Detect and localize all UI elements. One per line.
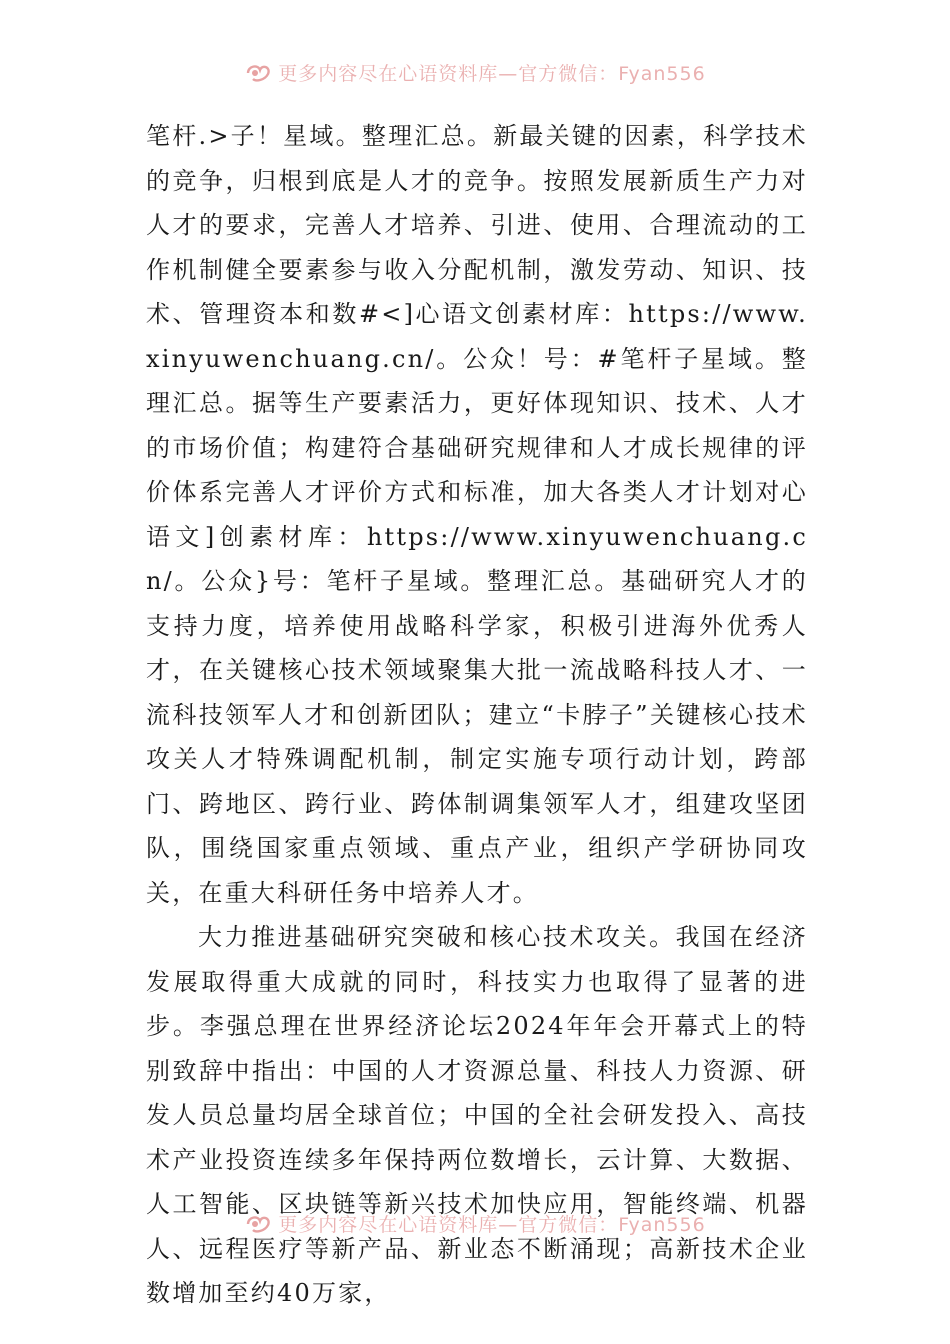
paragraph: 大力推进基础研究突破和核心技术攻关。我国在经济发展取得重大成就的同时，科技实力也取得了显著的进步。李强总理在世界经济论坛2024年年会开幕式上的特别致辞中指出：中国的人才资源总量、科技人力资源、研发人员总量均居全球首位；中国的全社会研发投入、高技术产业投资连续多年保持两位数增长，云计算、大数据、人工智能、区块链等新兴技术加快应用，智能终端、机器人、远程医疗等新产品、新业态不断涌现；高新技术企业数增加至约40万家， bbox=[146, 923, 808, 1307]
logo-icon bbox=[244, 61, 272, 83]
logo-icon bbox=[244, 1212, 272, 1234]
watermark-text: 更多内容尽在心语资料库—官方微信：Fyan556 bbox=[278, 62, 706, 85]
footer-watermark bbox=[0, 1208, 950, 1238]
paragraph: 笔杆.>子！星域。整理汇总。新最关键的因素，科学技术的竞争，归根到底是人才的竞争。按照发展新质生产力对人才的要求，完善人才培养、引进、使用、合理流动的工作机制健全要素参与收入分配机制，激发劳动、知识、技术、管理资本和数#<]心语文创素材库：https://www.xinyuwenchuang.cn/。公众！号：#笔杆子星域。整理汇总。据等生产要素活力，更好体现知识、技术、人才的市场价值；构建符合基础研究规律和人才成长规律的评价体系完善人才评价方式和标准，加大各类人才计划对心语文]创素材库：https://www.xinyuwenchuang.cn/。公众}号：笔杆子星域。整理汇总。基础研究人才的支持力度，培养使用战略科学家，积极引进海外优秀人才，在关键核心技术领域聚集大批一流战略科技人才、一流科技领军人才和创新团队；建立“卡脖子”关键核心技术攻关人才特殊调配机制，制定实施专项行动计划，跨部门、跨地区、跨行业、跨体制调集领军人才，组建攻坚团队，围绕国家重点领域、重点产业，组织产学研协同攻关，在重大科研任务中培养人才。 bbox=[146, 122, 808, 907]
document-body bbox=[146, 114, 808, 1316]
header-watermark bbox=[0, 57, 950, 87]
watermark-text: 更多内容尽在心语资料库—官方微信：Fyan556 bbox=[278, 1213, 706, 1236]
